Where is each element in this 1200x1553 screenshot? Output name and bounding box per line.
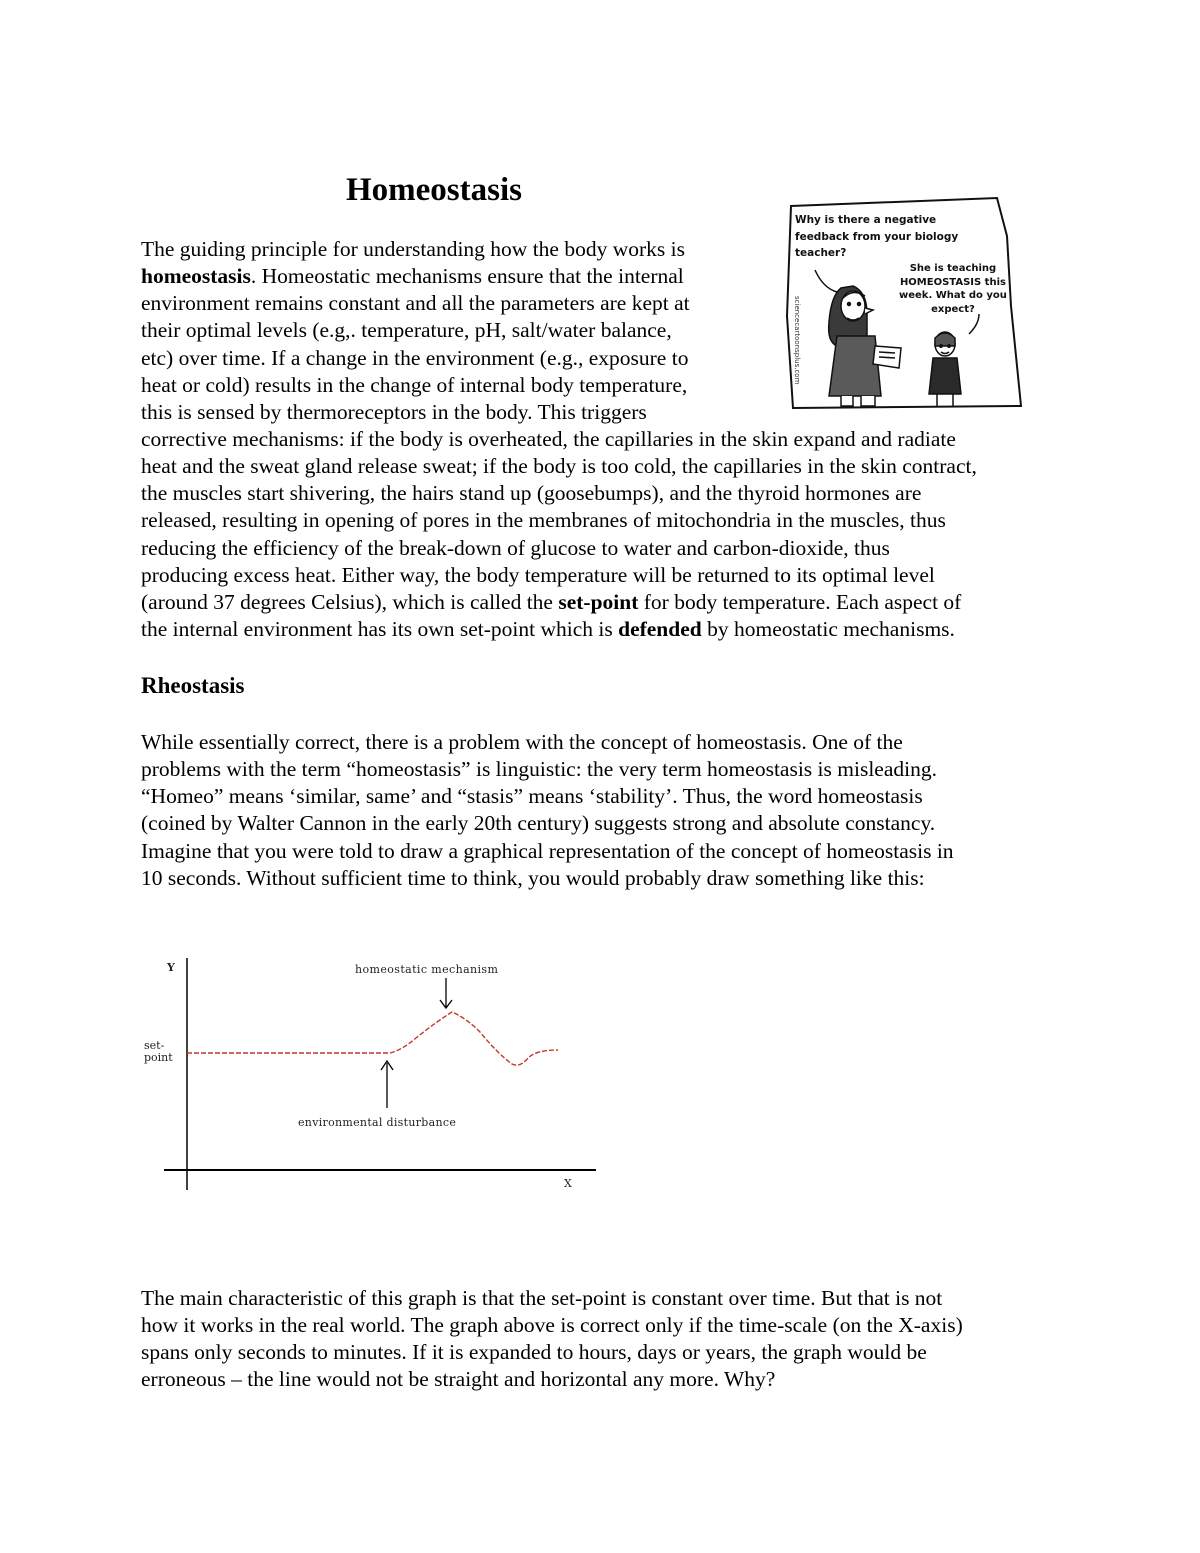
paragraph-line: The main characteristic of this graph is that the set-point is constant over time. But that is not [141,1286,943,1310]
set-point-label [144,1040,173,1064]
y-axis-label: Y [167,961,175,974]
paragraph-line: corrective mechanisms: if the body is overheated, the capillaries in the skin expand and radiate [141,426,956,451]
paragraph-line: environment remains constant and all the parameters are kept at [141,291,690,316]
paragraph-line: reducing the efficiency of the break-down of glucose to water and carbon-dioxide, thus [141,535,890,560]
intro-paragraph [141,236,977,643]
homeostasis-diagram [140,950,610,1200]
cartoon-speech-right-line: week. What do you [899,290,1007,301]
cartoon-speech-right-line: HOMEOSTASIS this [899,276,1006,288]
mechanism-label: homeostatic mechanism [355,963,499,976]
paragraph-fragment: (around 37 degrees Celsius), which is called the [141,589,553,614]
paragraph-line: Imagine that you were told to draw a graphical representation of the concept of homeostasis in [141,838,954,863]
paragraph-fragment: by homeostatic mechanisms. [707,616,955,641]
cartoon-speech-right-line: expect? [931,303,975,315]
set-point-label-line: point [144,1051,173,1064]
paragraph-fragment: Homeostatic mechanisms ensure that the internal [261,264,684,289]
cartoon-speech-left-line: Why is there a negative [795,214,937,226]
cartoon-speech-left-line: teacher? [795,247,847,259]
paragraph-fragment: the internal environment has its own set-point which is [141,616,613,641]
paragraph-line: how it works in the real world. The graph above is correct only if the time-scale (on the X-axis) [141,1313,963,1338]
disturbance-label: environmental disturbance [298,1116,457,1129]
cartoon-credit: sciencecartoonsplus.com [793,296,801,385]
paragraph-line: 10 seconds. Without sufficient time to think, you would probably draw something like this: [141,865,925,890]
closing-paragraph [141,1285,963,1394]
paragraph-line [141,589,977,616]
paragraph-line: etc) over time. If a change in the environment (e.g., exposure to [141,345,689,370]
paragraph-line: erroneous – the line would not be straight and horizontal any more. Why? [141,1367,776,1392]
paragraph-line: this is sensed by thermoreceptors in the body. This triggers [141,399,647,424]
paragraph-line: The guiding principle for understanding how the body works is [141,237,685,261]
bold-term: defended [618,616,702,641]
disturbance-arrow [381,1061,393,1108]
cartoon-speech-right-line: She is teaching [909,263,997,274]
paragraph-line: problems with the term “homeostasis” is linguistic: the very term homeostasis is misleading. [141,757,937,782]
paragraph-line: spans only seconds to minutes. If it is expanded to hours, days or years, the graph would be [141,1340,927,1365]
cartoon-speech-left-line: feedback from your biology [795,230,959,243]
section-heading-rheostasis: Rheostasis [141,673,245,698]
paragraph-line: released, resulting in opening of pores in the membranes of mitochondria in the muscles, thus [141,508,946,533]
set-point-label-line: set- [144,1039,165,1052]
paragraph-line: producing excess heat. Either way, the body temperature will be returned to its optimal level [141,562,935,587]
paragraph-line: homeostasis. Homeostatic mechanisms ensure that the internal [141,264,684,289]
paragraph-line: heat and the sweat gland release sweat; if the body is too cold, the capillaries in the skin contract, [141,454,977,479]
paragraph-line: heat or cold) results in the change of internal body temperature, [141,372,688,397]
x-axis-label: X [564,1177,572,1190]
bold-term: set-point [558,589,639,614]
mechanism-arrow [440,978,452,1008]
set-point-line [187,1012,558,1065]
diagram-drawing [140,950,610,1200]
page-title: Homeostasis [346,172,522,208]
paragraph-line: their optimal levels (e.g,. temperature, pH, salt/water balance, [141,318,672,343]
paragraph-fragment: for body temperature. Each aspect of [643,589,962,614]
paragraph-line: “Homeo” means ‘similar, same’ and “stasis” means ‘stability’. Thus, the word homeostasis [141,784,923,809]
paragraph-line: the muscles start shivering, the hairs stand up (goosebumps), and the thyroid hormones are [141,481,922,506]
paragraph-line: (coined by Walter Cannon in the early 20th century) suggests strong and absolute constancy. [141,811,936,836]
bold-term: homeostasis [141,264,251,289]
paragraph-line [141,616,977,643]
rheostasis-paragraph [141,729,954,892]
paragraph-line: While essentially correct, there is a problem with the concept of homeostasis. One of the [141,730,903,754]
